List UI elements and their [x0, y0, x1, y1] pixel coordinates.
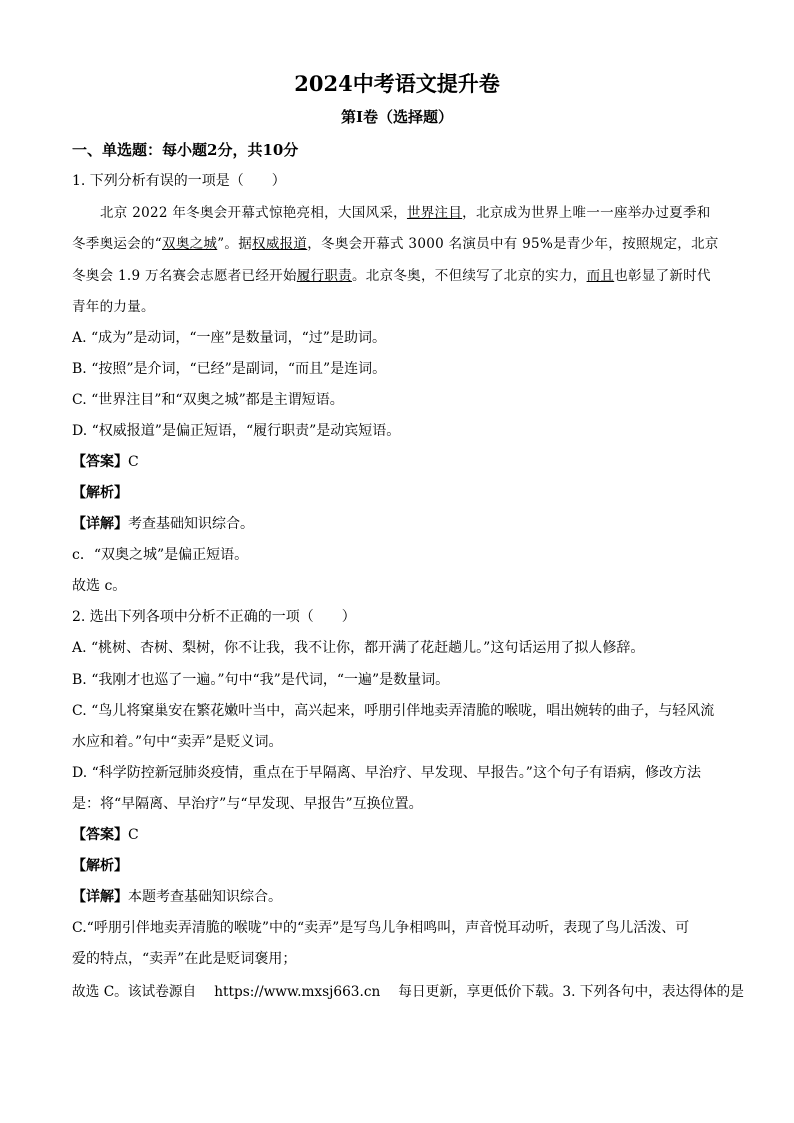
q1-option-d: D. “权威报道”是偏正短语，“履行职责”是动宾短语。 — [72, 423, 401, 439]
q1-choice: 故选 c。 — [72, 578, 127, 594]
q2-explanation-line-1: C.“呼朋引伴地卖弄清脆的喉咙”中的“卖弄”是写鸟儿争相鸣叫，声音悦耳动听，表现了鸟儿活泼、可 — [72, 920, 690, 936]
q1-passage-line-4: 青年的力量。 — [72, 299, 155, 315]
q1-option-b: B. “按照”是介词，“已经”是副词，“而且”是连词。 — [72, 361, 387, 377]
q2-explanation-line-2: 爱的特点，“卖弄”在此是贬词褒用； — [72, 951, 297, 967]
q2-option-d-line-2: 是：将“早隔离、早治疗”与“早发现、早报告”互换位置。 — [72, 796, 423, 812]
q1-analysis-tag: 【解析】 — [72, 485, 128, 501]
q1-detail: 【详解】考查基础知识综合。 — [72, 516, 254, 532]
q2-option-b: B. “我刚才也巡了一遍。”句中“我”是代词，“一遍”是数量词。 — [72, 672, 450, 688]
q1-passage-line-2: 冬季奥运会的“双奥之城”。据权威报道，冬奥会开幕式 3000 名演员中有 95%是青少年，按照规定，北京 — [72, 236, 719, 252]
q1-option-c: C. “世界注目”和“双奥之城”都是主谓短语。 — [72, 392, 344, 408]
q2-footer-line: 故选 C。该试卷源自 https://www.mxsj663.cn 每日更新，享更低价下载。3. 下列各句中，表达得体的是 — [72, 984, 744, 1000]
q2-option-c-line-1: C. “鸟儿将窠巢安在繁花嫩叶当中，高兴起来，呼朋引伴地卖弄清脆的喉咙，唱出婉转的曲子，与轻风流 — [72, 703, 715, 719]
q2-stem: 2. 选出下列各项中分析不正确的一项（ ） — [72, 609, 356, 625]
q2-option-d-line-1: D. “科学防控新冠肺炎疫情，重点在于早隔离、早治疗、早发现、早报告。”这个句子有语病，修改方法 — [72, 765, 701, 781]
section-subtitle: 第I卷（选择题） — [340, 108, 454, 126]
page-title: 2024中考语文提升卷 — [294, 71, 500, 96]
q1-stem: 1. 下列分析有误的一项是（ ） — [72, 173, 286, 189]
q1-passage-line-3: 冬奥会 1.9 万名赛会志愿者已经开始履行职责。北京冬奥，不但续写了北京的实力，而且也彰显了新时代 — [72, 268, 711, 284]
q2-option-c-line-2: 水应和着。”句中“卖弄”是贬义词。 — [72, 734, 283, 750]
q1-passage-line-1: 北京 2022 年冬奥会开幕式惊艳亮相，大国风采，世界注目，北京成为世界上唯一一座举办过夏季和 — [100, 205, 711, 221]
q2-analysis-tag: 【解析】 — [72, 858, 128, 874]
q2-answer: 【答案】C — [72, 827, 139, 843]
q2-option-a: A. “桃树、杏树、梨树，你不让我，我不让你，都开满了花赶趟儿。”这句话运用了拟人修辞。 — [72, 640, 645, 656]
section-heading: 一、单选题：每小题2分，共10分 — [72, 141, 299, 159]
q1-answer: 【答案】C — [72, 454, 139, 470]
q1-option-a: A. “成为”是动词，“一座”是数量词，“过”是助词。 — [72, 330, 386, 346]
q1-explanation: c．“双奥之城”是偏正短语。 — [72, 547, 249, 563]
q2-detail: 【详解】本题考查基础知识综合。 — [72, 889, 282, 905]
